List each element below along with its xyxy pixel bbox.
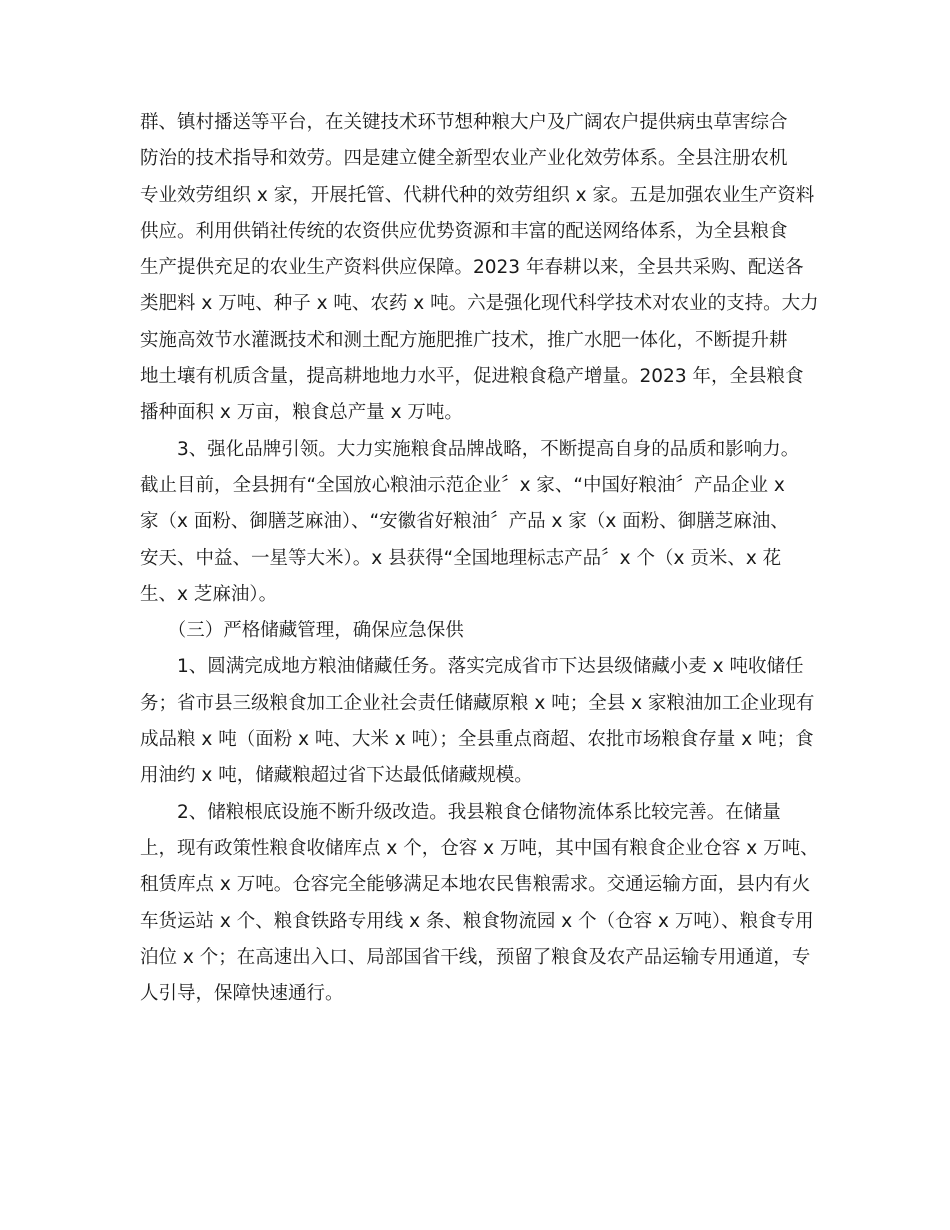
text-line: 供应。利用供销社传统的农资供应优势资源和丰富的配送网络体系，为全县粮食 <box>140 220 788 242</box>
text-line: 用油约 x 吨，储藏粮超过省下达最低储藏规模。 <box>140 765 533 787</box>
section-heading: （三）严格储藏管理，确保应急保供 <box>140 620 464 642</box>
text-line: 群、镇村播送等平台，在关键技术环节想种粮大户及广阔农户提供病虫草害综合 <box>140 112 788 133</box>
paragraph-3-start: 3、强化品牌引领。大力实施粮食品牌战略，不断提高自身的品质和影响力。 <box>140 438 800 460</box>
text-line: 生、x 芝麻油）。 <box>140 583 278 605</box>
text-line: 生产提供充足的农业生产资料供应保障。2023 年春耕以来，全县共采购、配送各 <box>140 257 804 279</box>
paragraph-2-start: 2、储粮根底设施不断升级改造。我县粮食仓储物流体系比较完善。在储量 <box>140 801 781 823</box>
text-line: 上，现有政策性粮食收储库点 x 个，仓容 x 万吨，其中国有粮食企业仓容 x 万吨、 <box>140 837 819 859</box>
text-line: 务；省市县三级粮食加工企业社会责任储藏原粮 x 吨；全县 x 家粮油加工企业现有 <box>140 692 815 714</box>
text-line: 截止目前，全县拥有“全国放心粮油示范企业〞x 家、“中国好粮油〞产品企业 x <box>140 474 785 496</box>
text-line: 人引导，保障快速通行。 <box>140 983 344 1005</box>
text-line: 专业效劳组织 x 家，开展托管、代耕代种的效劳组织 x 家。五是加强农业生产资料 <box>140 184 815 206</box>
paragraph-1-start: 1、圆满完成地方粮油储藏任务。落实完成省市下达县级储藏小麦 x 吨收储任 <box>140 656 804 678</box>
text-line: 防治的技术指导和效劳。四是建立健全新型农业产业化效劳体系。全县注册农机 <box>140 148 788 170</box>
text-line: 成品粮 x 吨（面粉 x 吨、大米 x 吨）；全县重点商超、农批市场粮食存量 x 吨；食 <box>140 729 814 751</box>
text-line: 家（x 面粉、御膳芝麻油）、“安徽省好粮油〞产品 x 家（x 面粉、御膳芝麻油、 <box>140 511 789 533</box>
text-line: 类肥料 x 万吨、种子 x 吨、农药 x 吨。六是强化现代科学技术对农业的支持。大力 <box>140 293 819 315</box>
text-line: 播种面积 x 万亩，粮食总产量 x 万吨。 <box>140 402 463 424</box>
text-line: 安天、中益、一星等大米）。x 县获得“全国地理标志产品〞x 个（x 贡米、x 花 <box>140 547 782 569</box>
text-line: 车货运站 x 个、粮食铁路专用线 x 条、粮食物流园 x 个（仓容 x 万吨）、粮食专用 <box>140 910 814 932</box>
text-line: 租赁库点 x 万吨。仓容完全能够满足本地农民售粮需求。交通运输方面，县内有火 <box>140 874 811 896</box>
text-line: 泊位 x 个；在高速出入口、局部国省干线，预留了粮食及农产品运输专用通道，专 <box>140 946 811 968</box>
text-line: 实施高效节水灌溉技术和测土配方施肥推广技术，推广水肥一体化，不断提升耕 <box>140 329 788 351</box>
text-line: 地土壤有机质含量，提高耕地地力水平，促进粮食稳产增量。2023 年，全县粮食 <box>140 366 804 388</box>
document-body <box>140 105 819 1012</box>
